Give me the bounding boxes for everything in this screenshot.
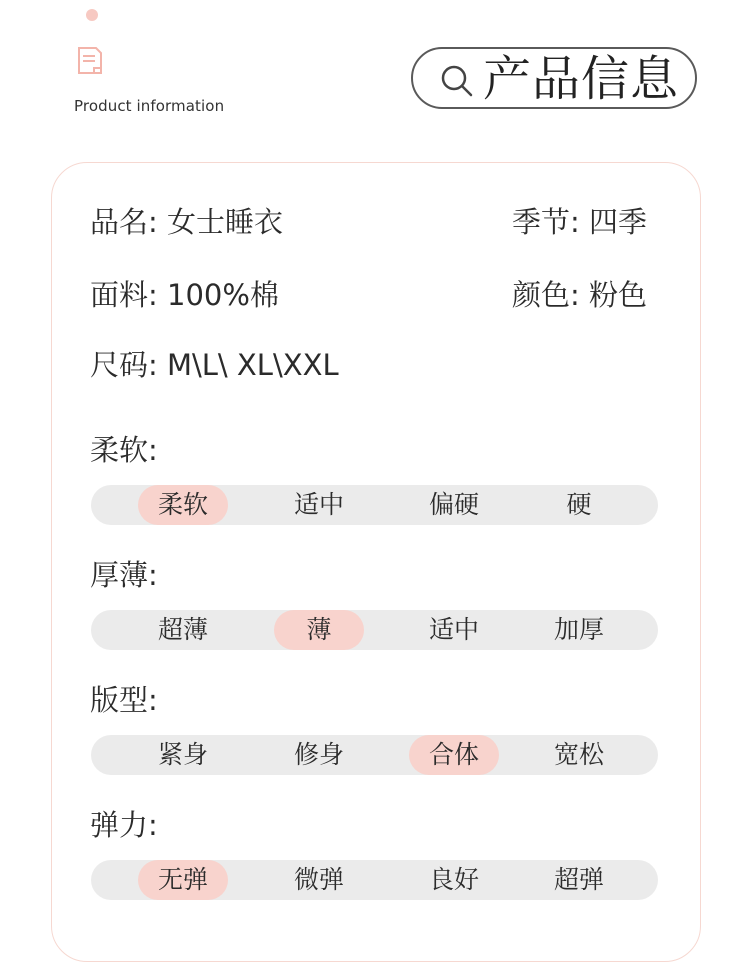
fit-scale	[91, 735, 658, 775]
fit-label: 版型:	[90, 683, 158, 717]
product-info-subtitle: Product information	[74, 97, 225, 115]
page-title: 产品信息	[483, 51, 680, 107]
elasticity-option: 无弹	[138, 860, 228, 900]
elasticity-option: 超弹	[553, 865, 604, 894]
product-name: 品名: 女士睡衣	[90, 205, 283, 239]
thickness-scale	[91, 610, 658, 650]
fit-option: 紧身	[157, 740, 208, 769]
softness-option: 适中	[293, 490, 344, 519]
thickness-option: 加厚	[553, 615, 604, 644]
decorative-dot	[86, 9, 98, 21]
product-color: 颜色: 粉色	[512, 278, 647, 312]
softness-option: 柔软	[138, 485, 228, 525]
elasticity-option: 微弹	[293, 865, 344, 894]
softness-scale	[91, 485, 658, 525]
thickness-label: 厚薄:	[90, 558, 158, 592]
search-icon	[439, 63, 475, 99]
product-fabric: 面料: 100%棉	[90, 278, 279, 312]
softness-option: 偏硬	[428, 490, 479, 519]
thickness-option: 薄	[274, 610, 364, 650]
document-icon	[76, 46, 104, 78]
softness-label: 柔软:	[90, 433, 158, 467]
fit-option: 宽松	[553, 740, 604, 769]
product-season: 季节: 四季	[512, 205, 647, 239]
fit-option: 修身	[293, 740, 344, 769]
elasticity-option: 良好	[428, 865, 479, 894]
fit-option: 合体	[409, 735, 499, 775]
title-pill	[411, 47, 697, 109]
product-size: 尺码: M\L\ XL\XXL	[90, 348, 339, 382]
elasticity-label: 弹力:	[90, 808, 158, 842]
thickness-option: 适中	[428, 615, 479, 644]
thickness-option: 超薄	[157, 615, 208, 644]
softness-option: 硬	[566, 490, 592, 519]
elasticity-scale	[91, 860, 658, 900]
